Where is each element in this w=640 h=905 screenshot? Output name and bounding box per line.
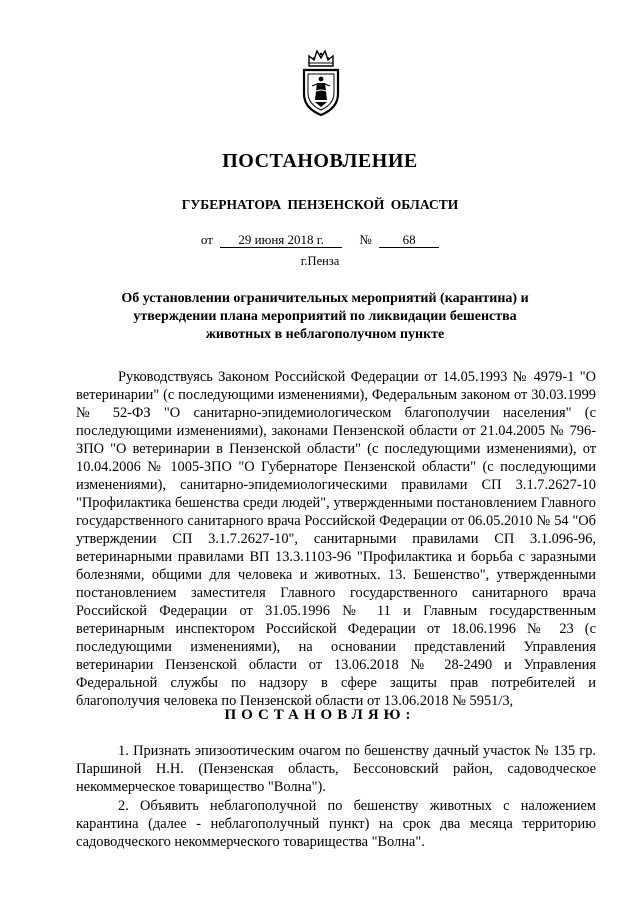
- document-title: ПОСТАНОВЛЕНИЕ: [222, 150, 418, 172]
- document-heading: Об установлении ограничительных мероприятий (карантина) и утверждении плана мероприятий по ликвидации бешенства животных в неблагополучном пункте: [121, 291, 529, 342]
- document-city: г.Пенза: [300, 254, 340, 268]
- decree-word: ПОСТАНОВЛЯЮ:: [224, 707, 416, 723]
- preamble-paragraph: Руководствуясь Законом Российской Федерации от 14.05.1993 № 4979-1 "О ветеринарии" (с последующими изменениями), Федеральным законом от 30.03.1999 № 52-ФЗ "О санитарно-эпидемиологическом благополучии населения" (с последующими изменениями), законами Пензенской области от 21.04.2005 № 796-ЗПО "О ветеринарии в Пензенской области" (с последующими изменениями), от 10.04.2006 № 1005-ЗПО "О Губернаторе Пензенской области" (с последующими изменениями), санитарно-эпидемиологическими правилами СП 3.1.7.2627-10 "Профилактика бешенства среди людей", утвержденными постановлением Главного государственного санитарного врача Российской Федерации от 06.05.2010 № 54 "Об утверждении СП 3.1.7.2627-10", санитарными правилами СП 3.1.096-96, ветеринарными правилами ВП 13.3.1103-96 "Профилактика и борьба с заразными болезнями, общими для человека и животных. 13. Бешенство", утвержденными постановлением заместителя Главного государственного санитарного врача Российской Федерации от 31.05.1996 № 11 и Главным государственным ветеринарным инспектором Российской Федерации от 18.06.1996 № 23 (с последующими изменениями), на основании представлений Управления ветеринарии Пензенской области от 13.06.2018 № 28-2490 и Управления Федеральной службы по надзору в сфере защиты прав потребителей и благополучия человека по Пензенской области от 13.06.2018 № 5951/3,: [76, 369, 596, 709]
- list-item: 1. Признать эпизоотическим очагом по бешенству дачный участок № 135 гр. Паршиной Н.Н. (Пензенская область, Бессоновский район, садоводческое некоммерческое товарищество "Волна").: [76, 743, 596, 795]
- document-issuer: ГУБЕРНАТОРА ПЕНЗЕНСКОЙ ОБЛАСТИ: [181, 197, 459, 212]
- number-prefix: №: [359, 232, 372, 247]
- document-number: 68: [379, 233, 439, 248]
- date-number-line: [0, 232, 640, 248]
- penza-coat-of-arms-icon: [300, 48, 342, 118]
- list-item: 2. Объявить неблагополучной по бешенству животных с наложением карантина (далее - неблагополучный пункт) на срок два месяца территорию садоводческого некоммерческого товарищества "Волна".: [76, 798, 596, 850]
- document-date: 29 июня 2018 г.: [220, 233, 342, 248]
- date-prefix: от: [200, 232, 213, 247]
